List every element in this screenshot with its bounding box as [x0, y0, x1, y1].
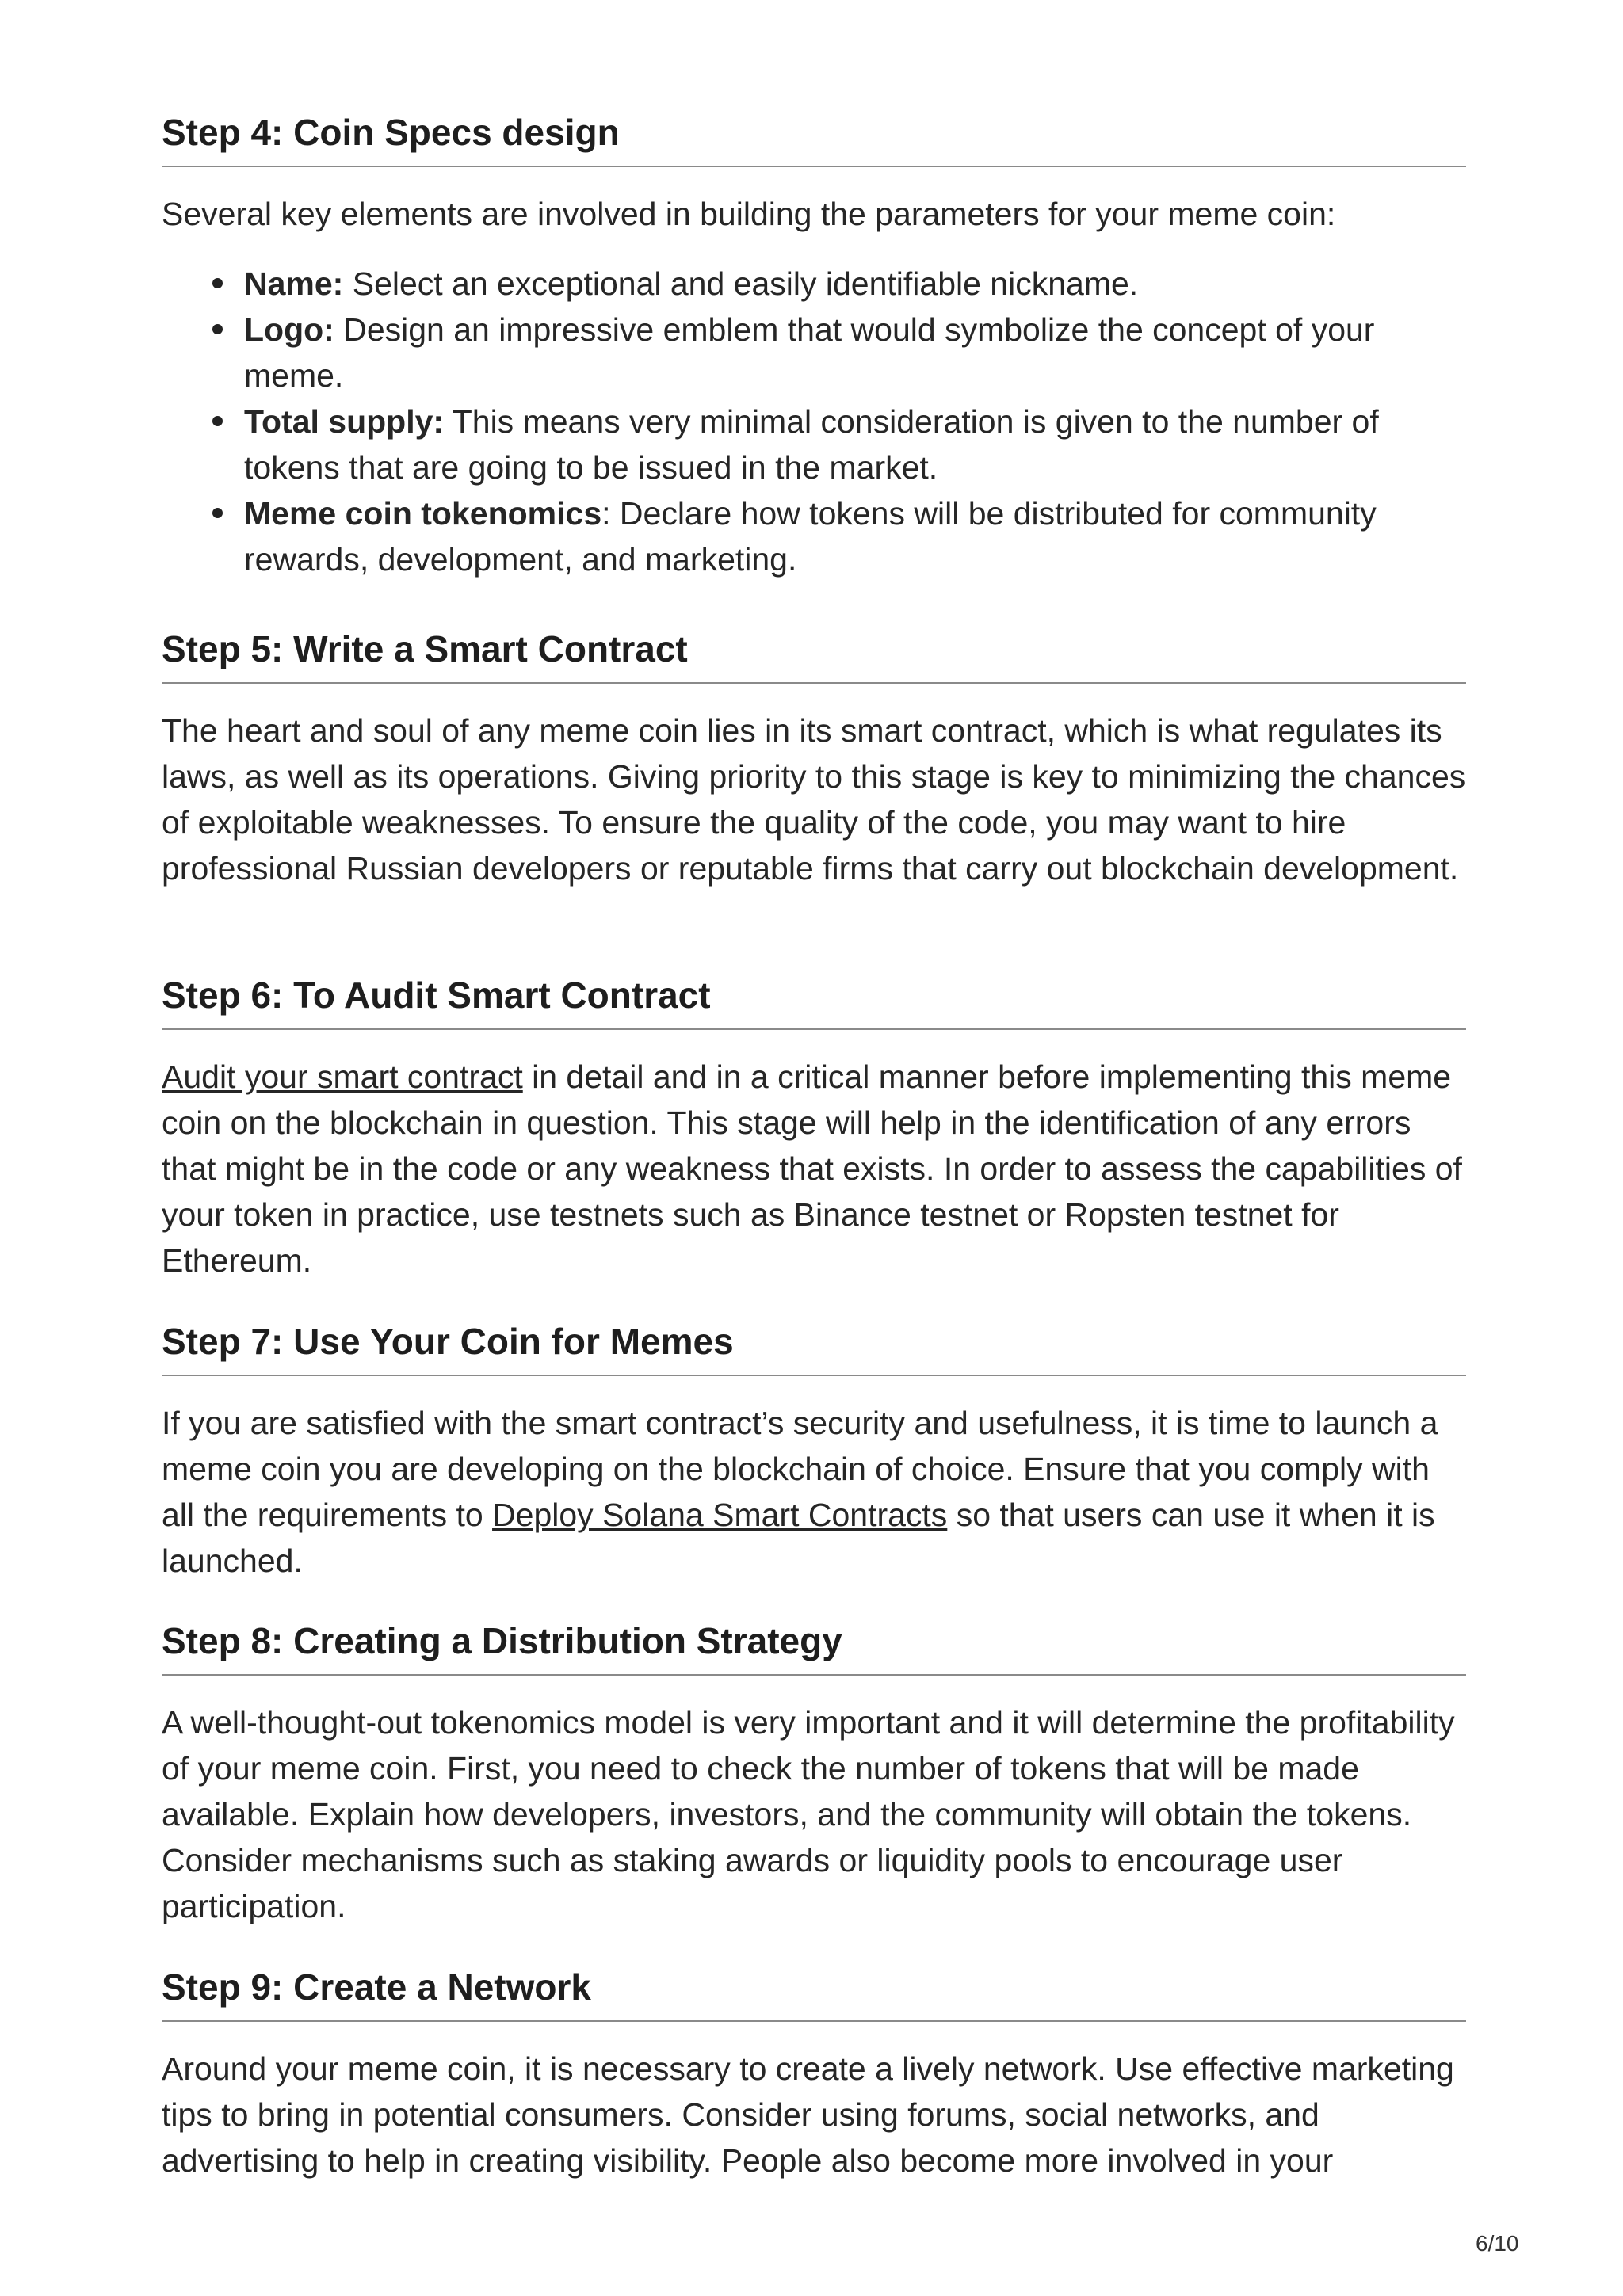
step-8-body: A well-thought-out tokenomics model is very important and it will determine the profitability of your meme coin. First, you need to check the number of tokens that will be made available. Explain how developers, investors, and the community will obtain the tokens. Consider mechanisms such as staking awards or liquidity pools to encourage user participation.: [162, 1704, 1455, 1924]
step-4-heading: Step 4: Coin Specs design: [162, 110, 1466, 167]
list-item-term: Name:: [244, 265, 344, 302]
list-item: [162, 490, 1466, 582]
list-item-text: Select an exceptional and easily identifiable nickname.: [343, 265, 1139, 302]
list-item-term: Logo:: [244, 311, 334, 348]
step-6-section: [162, 973, 1466, 1283]
bullet-icon: [212, 416, 223, 426]
step-5-section: [162, 627, 1466, 891]
step-7-body-text: If you are satisfied with the smart contract’s security and usefulness, it is time to launch a meme coin you are developing on the blockchain of choice. Ensure that you comply with all the requirements to: [162, 1405, 1438, 1533]
step-4-intro: Several key elements are involved in building the parameters for your meme coin:: [162, 196, 1336, 232]
list-item-text: : Declare how tokens will be distributed for community rewards, development, and marketing.: [244, 495, 1377, 578]
coin-specs-list: [162, 261, 1466, 582]
step-6-body: [162, 1054, 1466, 1283]
deploy-solana-smart-contracts-link[interactable]: Deploy Solana Smart Contracts: [492, 1497, 948, 1533]
list-item-text: Design an impressive emblem that would symbolize the concept of your meme.: [244, 311, 1375, 394]
step-9-body: Around your meme coin, it is necessary to create a lively network. Use effective marketing tips to bring in potential consumers. Consider using forums, social networks, and advertising to help in creating visibility. People also become more involved in your: [162, 2050, 1454, 2179]
bullet-icon: [212, 278, 223, 288]
list-item: [162, 399, 1466, 490]
step-7-body-text-end: so that users can use it when it is launched.: [162, 1497, 1435, 1579]
step-6-heading: Step 6: To Audit Smart Contract: [162, 973, 1466, 1030]
page-number: 6/10: [1476, 2231, 1519, 2256]
list-item-text: This means very minimal consideration is given to the number of tokens that are going to be issued in the market.: [244, 403, 1379, 486]
step-5-body: The heart and soul of any meme coin lies in its smart contract, which is what regulates its laws, as well as its operations. Giving priority to this stage is key to minimizing the chances of exploitable weaknesses. To ensure the quality of the code, you may want to hire professional Russian developers or reputable firms that carry out blockchain development.: [162, 712, 1466, 887]
step-8-section: [162, 1619, 1466, 1929]
list-item: [162, 307, 1466, 399]
list-item-term: Total supply:: [244, 403, 445, 440]
step-7-heading: Step 7: Use Your Coin for Memes: [162, 1319, 1466, 1376]
step-5-heading: Step 5: Write a Smart Contract: [162, 627, 1466, 684]
step-7-body: [162, 1400, 1466, 1584]
step-9-heading: Step 9: Create a Network: [162, 1965, 1466, 2022]
step-7-section: [162, 1319, 1466, 1584]
step-4-section: [162, 110, 1466, 582]
audit-smart-contract-link[interactable]: Audit your smart contract: [162, 1058, 523, 1095]
step-6-body-text: in detail and in a critical manner before implementing this meme coin on the blockchain in question. This stage will help in the identification of any errors that might be in the code or any weakness that exists. In order to assess the capabilities of your token in practice, use testnets such as Binance testnet or Ropsten testnet for Ethereum.: [162, 1058, 1462, 1279]
step-8-heading: Step 8: Creating a Distribution Strategy: [162, 1619, 1466, 1676]
list-item-term: Meme coin tokenomics: [244, 495, 602, 532]
bullet-icon: [212, 324, 223, 334]
list-item: [162, 261, 1466, 307]
step-9-section: [162, 1965, 1466, 2183]
bullet-icon: [212, 508, 223, 518]
